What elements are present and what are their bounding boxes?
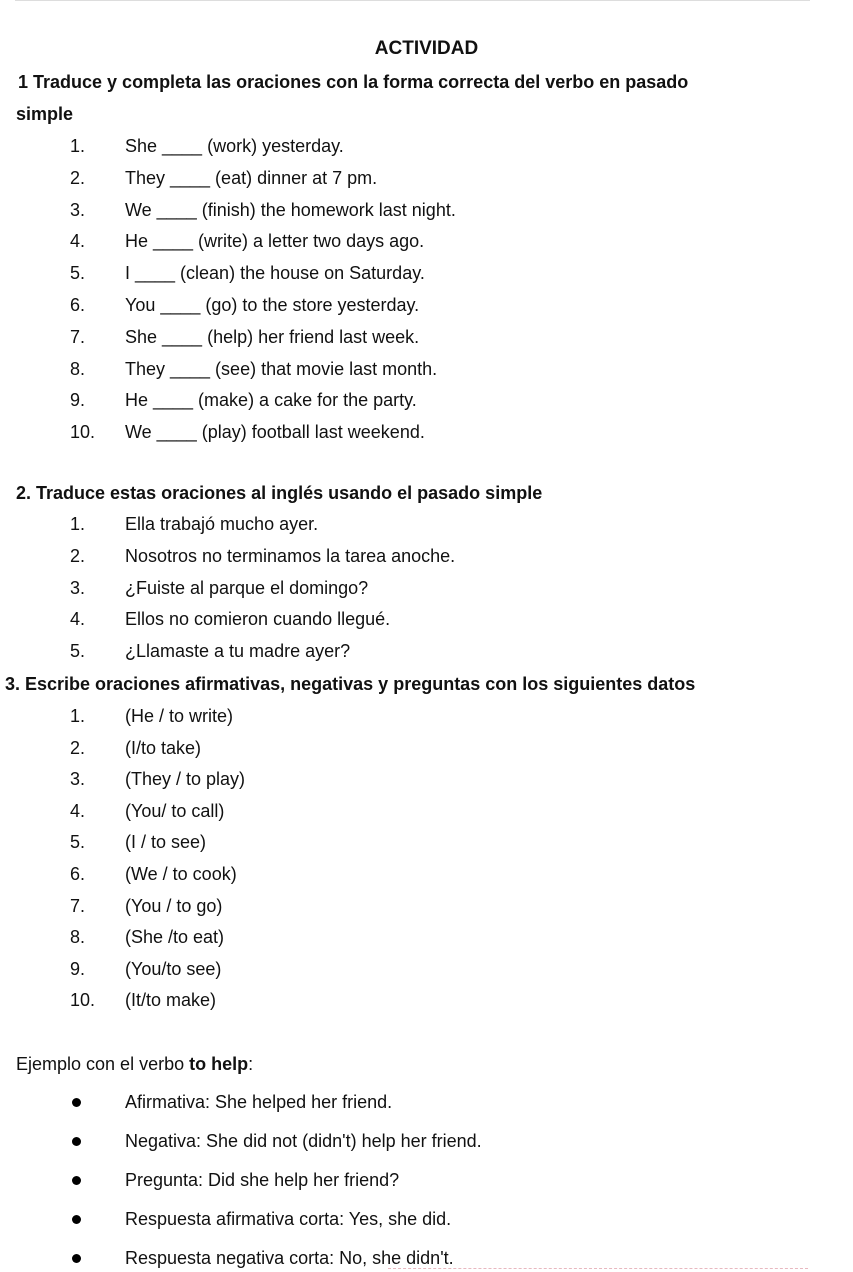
item-text: They ____ (see) that movie last month. <box>125 358 438 379</box>
item-number: 9. <box>70 390 86 411</box>
item-text: (We / to cook) <box>125 864 237 884</box>
item-text: (She /to eat) <box>125 927 225 948</box>
example-verb: to help <box>189 1054 249 1074</box>
item-number: 7. <box>70 326 86 347</box>
item-number: 8. <box>70 358 86 379</box>
item-text: ¿Fuiste al parque el domingo? <box>125 577 369 598</box>
item-text: She ____ (help) her friend last week. <box>125 326 420 347</box>
item-text: (I / to see) <box>125 832 207 853</box>
item-number: 2. <box>70 167 86 188</box>
bullet-icon <box>72 1254 81 1263</box>
item-text: (I/to take) <box>125 737 202 758</box>
item-number: 1. <box>70 514 86 534</box>
item-number: 6. <box>70 295 86 315</box>
top-divider <box>15 0 810 1</box>
section1-heading-cont: simple <box>16 104 74 124</box>
section1-heading: 1 Traduce y completa las oraciones con la forma correcta del verbo en pasado <box>18 72 689 92</box>
item-number: 6. <box>70 864 86 884</box>
bullet-icon <box>72 1137 81 1146</box>
section3-heading: 3. Escribe oraciones afirmativas, negativas y preguntas con los siguientes datos <box>5 674 696 694</box>
item-number: 4. <box>70 800 86 821</box>
item-number: 5. <box>70 641 86 662</box>
item-number: 10. <box>70 990 96 1011</box>
example-intro <box>16 1053 253 1075</box>
bullet-icon <box>72 1098 81 1107</box>
bullet-text: Respuesta afirmativa corta: Yes, she did. <box>125 1208 452 1229</box>
item-number: 3. <box>70 577 86 598</box>
item-number: 1. <box>70 706 86 726</box>
item-text: Ella trabajó mucho ayer. <box>125 514 319 534</box>
item-text: We ____ (finish) the homework last night. <box>125 199 456 220</box>
item-number: 2. <box>70 545 86 566</box>
item-number: 1. <box>70 136 86 156</box>
bullet-text: Negativa: She did not (didn't) help her friend. <box>125 1130 482 1151</box>
item-number: 5. <box>70 832 86 853</box>
item-text: He ____ (write) a letter two days ago. <box>125 231 425 252</box>
item-text: He ____ (make) a cake for the party. <box>125 390 417 411</box>
item-number: 10. <box>70 422 96 443</box>
item-text: She ____ (work) yesterday. <box>125 136 344 156</box>
item-text: We ____ (play) football last weekend. <box>125 422 425 443</box>
example-colon: : <box>248 1054 254 1074</box>
item-text: They ____ (eat) dinner at 7 pm. <box>125 167 378 188</box>
section2-heading: 2. Traduce estas oraciones al inglés usando el pasado simple <box>16 483 543 503</box>
page-title: ACTIVIDAD <box>374 38 479 59</box>
item-text: (He / to write) <box>125 706 234 726</box>
item-number: 2. <box>70 737 86 758</box>
item-number: 7. <box>70 895 86 916</box>
item-text: (You/ to call) <box>125 800 225 821</box>
item-number: 8. <box>70 927 86 948</box>
item-text: Ellos no comieron cuando llegué. <box>125 609 391 630</box>
item-number: 4. <box>70 609 86 630</box>
item-text: (They / to play) <box>125 769 246 790</box>
item-text: I ____ (clean) the house on Saturday. <box>125 263 425 284</box>
example-intro-text: Ejemplo con el verbo <box>16 1054 190 1074</box>
item-text: Nosotros no terminamos la tarea anoche. <box>125 545 456 566</box>
dashed-line <box>388 1268 808 1269</box>
item-number: 3. <box>70 199 86 220</box>
bullet-text: Pregunta: Did she help her friend? <box>125 1169 400 1190</box>
item-number: 5. <box>70 263 86 284</box>
bullet-icon <box>72 1215 81 1224</box>
item-text: (It/to make) <box>125 990 217 1011</box>
bullet-text: Afirmativa: She helped her friend. <box>125 1092 393 1112</box>
item-text: (You/to see) <box>125 958 222 979</box>
bullet-icon <box>72 1176 81 1185</box>
item-number: 3. <box>70 769 86 790</box>
item-text: (You / to go) <box>125 895 223 916</box>
item-text: You ____ (go) to the store yesterday. <box>125 295 420 315</box>
item-number: 4. <box>70 231 86 252</box>
item-number: 9. <box>70 958 86 979</box>
item-text: ¿Llamaste a tu madre ayer? <box>125 641 351 662</box>
bullet-text: Respuesta negativa corta: No, she didn't. <box>125 1247 454 1268</box>
